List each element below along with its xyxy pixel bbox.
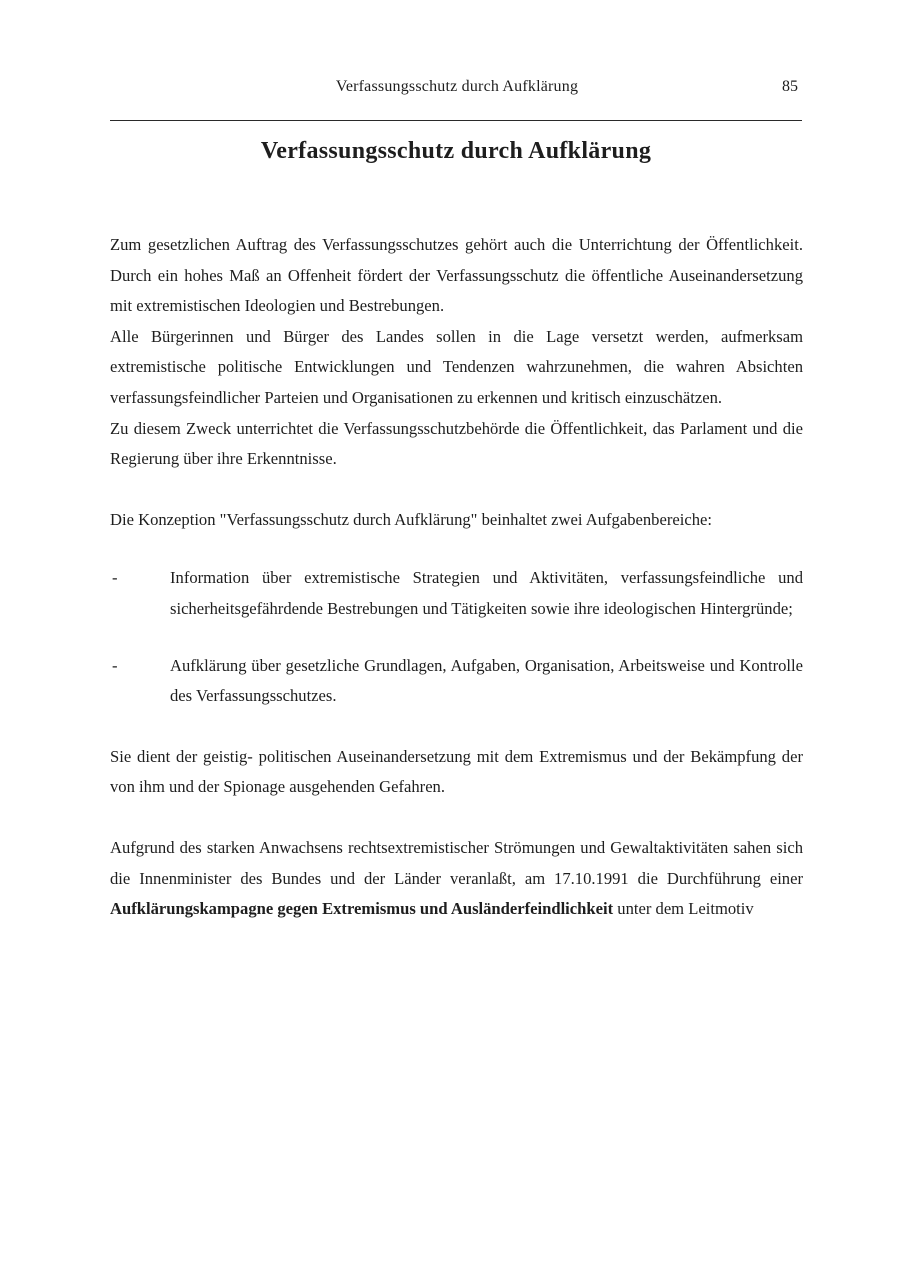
list-dash: - (112, 655, 118, 675)
paragraph-function: Sie dient der geistig- politischen Auseinandersetzung mit dem Extremismus und der Bekämpfung der von ihm und der Spionage ausgehenden Gefahren. (110, 746, 803, 797)
running-header (112, 78, 802, 100)
campaign-text-end: unter dem Leitmotiv (613, 899, 754, 919)
paragraph-citizens: Alle Bürgerinnen und Bürger des Landes sollen in die Lage versetzt werden, aufmerksam extremistische politische Entwicklungen und Tendenzen wahrzunehmen, die wahren Absichten verfassungsfeindlicher Parteien und Organisationen zu erkennen und kritisch einzuschätzen. (110, 326, 803, 407)
list-item (110, 651, 803, 712)
body-text (110, 230, 803, 925)
paragraph-public-information: Zum gesetzlichen Auftrag des Verfassungsschutzes gehört auch die Unterrichtung der Öffentlichkeit. Durch ein hohes Maß an Offenheit fördert der Verfassungsschutz die öffentliche Auseinandersetzung mit extremistischen Ideologien und Bestrebungen. (110, 235, 803, 316)
header-rule (110, 120, 802, 121)
list-item-text: Information über extremistische Strategien und Aktivitäten, verfassungsfeindliche und sicherheitsgefährdende Bestrebungen und Tätigkeiten sowie ihre ideologischen Hintergründe; (170, 568, 803, 618)
paragraph-concept: Die Konzeption "Verfassungsschutz durch Aufklärung" beinhaltet zwei Aufgabenbereiche: (110, 509, 712, 529)
page-number: 85 (782, 78, 798, 95)
page-title: Verfassungsschutz durch Aufklärung (260, 138, 652, 164)
list-dash: - (112, 568, 118, 588)
list-item-text: Aufklärung über gesetzliche Grundlagen, Aufgaben, Organisation, Arbeitsweise und Kontrolle des Verfassungsschutzes. (170, 655, 803, 706)
campaign-name: Aufklärungskampagne gegen Extremismus und Ausländerfeindlichkeit (110, 899, 614, 919)
task-list (110, 563, 803, 711)
running-title: Verfassungsschutz durch Aufklärung (335, 78, 579, 95)
paragraph-campaign (110, 833, 803, 925)
campaign-text-start: Aufgrund des starken Anwachsens rechtsextremistischer Strömungen und Gewaltaktivitäten sahen sich die Innenminister des Bundes und der Länder veranlaßt, am 17.10.1991 die Durchführung einer (110, 837, 803, 888)
list-item (110, 563, 803, 624)
paragraph-purpose: Zu diesem Zweck unterrichtet die Verfassungsschutzbehörde die Öffentlichkeit, das Parlament und die Regierung über ihre Erkenntnisse. (110, 418, 803, 469)
